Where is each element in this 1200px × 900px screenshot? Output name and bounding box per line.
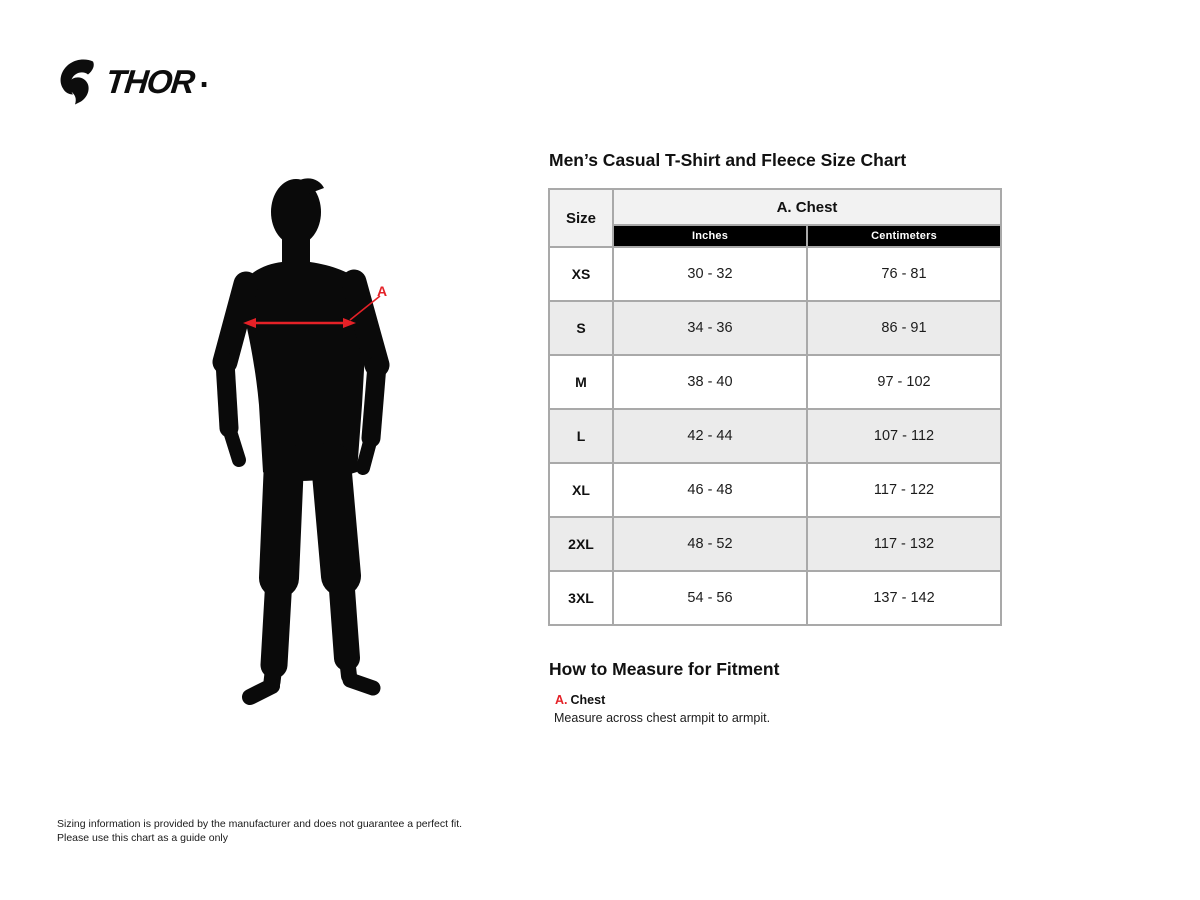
table-row-s xyxy=(549,301,1001,355)
disclaimer-line2: Please use this chart as a guide only xyxy=(57,832,229,844)
size-label: 3XL xyxy=(549,571,613,625)
size-label: S xyxy=(549,301,613,355)
size-chart-title: Men’s Casual T-Shirt and Fleece Size Chart xyxy=(549,150,907,170)
brand-wordmark: THOR xyxy=(104,63,196,100)
size-label: XS xyxy=(549,247,613,301)
cm-value: 76 - 81 xyxy=(807,247,1001,301)
measure-heading: How to Measure for Fitment xyxy=(549,659,780,679)
cm-value: 86 - 91 xyxy=(807,301,1001,355)
col-header-centimeters: Centimeters xyxy=(807,225,1001,247)
brand-logo xyxy=(57,58,209,105)
col-header-inches: Inches xyxy=(613,225,807,247)
inches-value: 46 - 48 xyxy=(613,463,807,517)
inches-value: 34 - 36 xyxy=(613,301,807,355)
brand-wordmark-dot: . xyxy=(199,57,209,94)
disclaimer-line1: Sizing information is provided by the manufacturer and does not guarantee a perfect fit. xyxy=(57,818,463,830)
chest-marker-label: A xyxy=(377,283,388,299)
inches-value: 54 - 56 xyxy=(613,571,807,625)
measure-item-description: Measure across chest armpit to armpit. xyxy=(554,711,771,725)
cm-value: 107 - 112 xyxy=(807,409,1001,463)
size-label: 2XL xyxy=(549,517,613,571)
inches-value: 30 - 32 xyxy=(613,247,807,301)
cm-value: 117 - 122 xyxy=(807,463,1001,517)
table-row-xs xyxy=(549,247,1001,301)
cm-value: 97 - 102 xyxy=(807,355,1001,409)
measure-item-key: A. xyxy=(555,693,568,707)
table-row-m xyxy=(549,355,1001,409)
size-chart-table xyxy=(548,188,1002,626)
table-row-xl xyxy=(549,463,1001,517)
body-silhouette-diagram xyxy=(180,150,440,720)
table-row-l xyxy=(549,409,1001,463)
measure-item-chest xyxy=(555,693,605,707)
table-row-3xl xyxy=(549,571,1001,625)
measure-item-label: Chest xyxy=(570,693,606,707)
inches-value: 48 - 52 xyxy=(613,517,807,571)
table-row-2xl xyxy=(549,517,1001,571)
size-label: M xyxy=(549,355,613,409)
size-label: L xyxy=(549,409,613,463)
cm-value: 117 - 132 xyxy=(807,517,1001,571)
col-header-size: Size xyxy=(549,189,613,247)
inches-value: 38 - 40 xyxy=(613,355,807,409)
cm-value: 137 - 142 xyxy=(807,571,1001,625)
size-label: XL xyxy=(549,463,613,517)
thor-ram-icon xyxy=(57,58,101,105)
col-header-chest: A. Chest xyxy=(613,189,1001,225)
disclaimer xyxy=(57,817,462,845)
inches-value: 42 - 44 xyxy=(613,409,807,463)
